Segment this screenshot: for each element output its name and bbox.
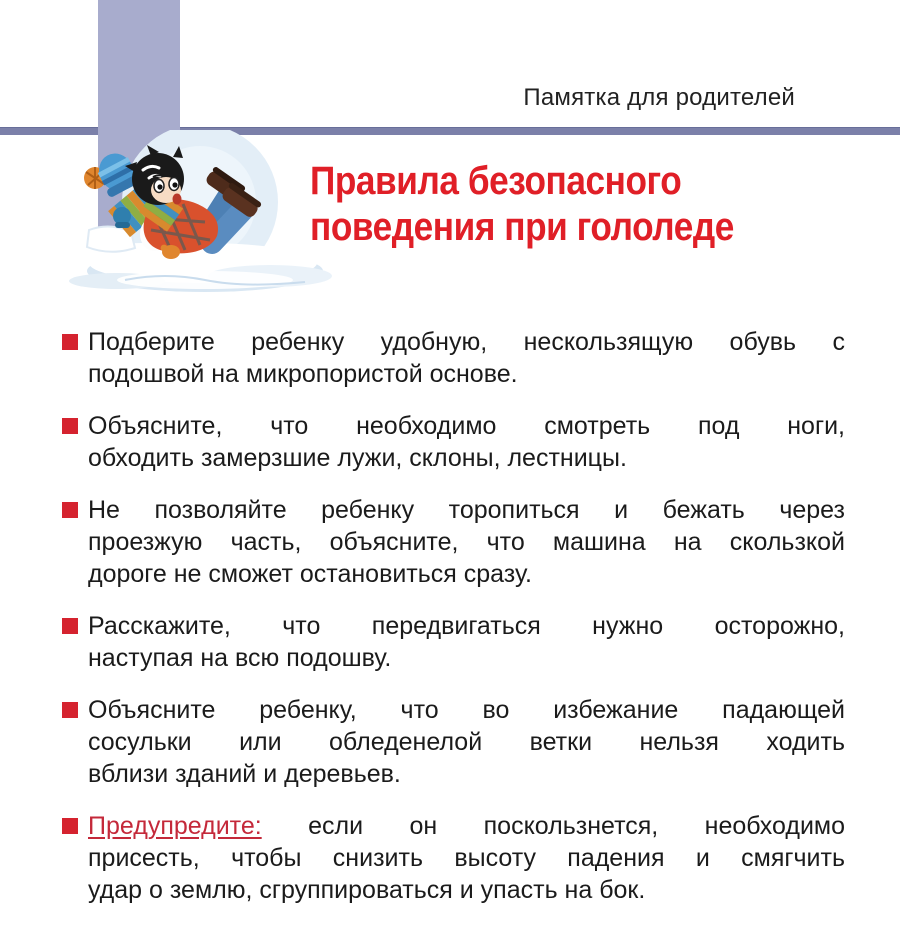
child-slipping-on-ice-illustration <box>55 130 345 310</box>
rule-lead-warning: Предупредите: <box>88 812 262 840</box>
rule-line: наступая на всю подошву. <box>88 644 392 672</box>
bullet-square-icon <box>62 334 78 350</box>
page-title-line1: Правила безопасного <box>310 159 682 203</box>
rule-item-careful-steps <box>62 610 845 674</box>
rule-line: подошвой на микропористой основе. <box>88 360 518 388</box>
rule-line <box>88 810 845 842</box>
rule-item-no-running <box>62 494 845 590</box>
rule-line: сосульки или обледенелой ветки нельзя ходить <box>88 728 845 756</box>
rule-line: вблизи зданий и деревьев. <box>88 760 401 788</box>
rule-item-watch-feet <box>62 410 845 474</box>
rule-item-how-to-fall <box>62 810 845 906</box>
rule-line: Подберите ребенку удобную, нескользящую обувь с <box>88 328 845 356</box>
rule-item-icicles <box>62 694 845 790</box>
rule-line: удар о землю, сгруппироваться и упасть на бок. <box>88 876 646 904</box>
bullet-square-icon <box>62 418 78 434</box>
bullet-square-icon <box>62 618 78 634</box>
rule-line: дороге не сможет остановиться сразу. <box>88 560 532 588</box>
bullet-square-icon <box>62 502 78 518</box>
rule-line: обходить замерзшие лужи, склоны, лестницы. <box>88 444 627 472</box>
rule-line-text: если он поскользнется, необходимо <box>308 812 845 840</box>
rule-line: Не позволяйте ребенку торопиться и бежать через <box>88 496 845 524</box>
page-header-label: Памятка для родителей <box>523 84 795 111</box>
rule-line: Объясните, что необходимо смотреть под ноги, <box>88 412 845 440</box>
rule-line: Объясните ребенку, что во избежание падающей <box>88 696 845 724</box>
rule-line: проезжую часть, объясните, что машина на скользкой <box>88 528 845 556</box>
rule-item-footwear <box>62 326 845 390</box>
bullet-square-icon <box>62 702 78 718</box>
rule-line: Расскажите, что передвигаться нужно осторожно, <box>88 612 845 640</box>
rules-list <box>62 326 845 926</box>
rule-line: присесть, чтобы снизить высоту падения и смягчить <box>88 844 845 872</box>
bullet-square-icon <box>62 818 78 834</box>
page-title-line2: поведения при гололеде <box>310 205 734 249</box>
page-title <box>310 158 734 250</box>
